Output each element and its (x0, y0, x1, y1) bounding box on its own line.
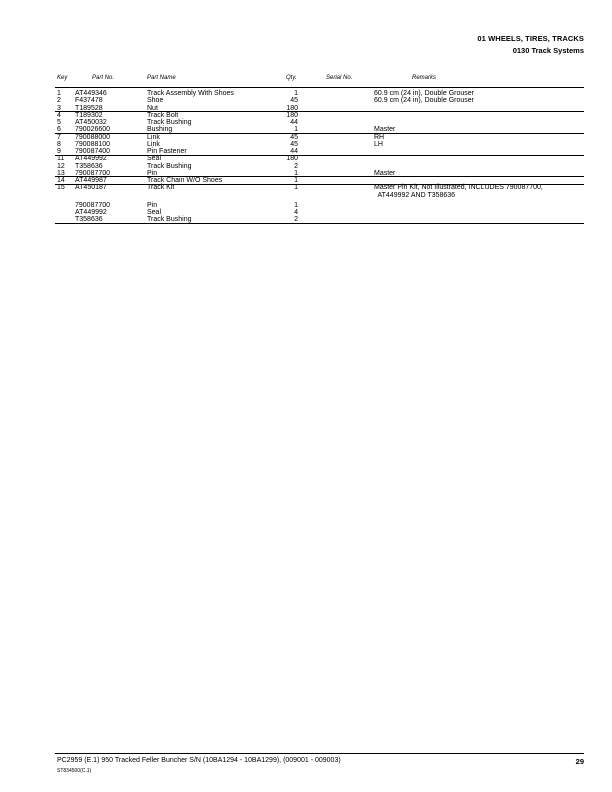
footer-code: ST834500(C.1) (57, 768, 92, 774)
row-qty: 45 (290, 133, 298, 141)
row-qty: 1 (294, 201, 298, 209)
row-key: 5 (57, 119, 61, 126)
row-part-no: 790026600 (75, 126, 111, 134)
header-rule (55, 87, 584, 88)
row-key: 12 (57, 162, 65, 170)
row-remarks: Master (374, 169, 396, 177)
row-qty: 1 (294, 169, 298, 177)
row-key: 14 (57, 177, 65, 184)
table-row (0, 209, 612, 216)
row-qty: 4 (294, 209, 298, 216)
row-part-no: AT449992 (75, 209, 107, 216)
row-part-no: T189528 (75, 104, 103, 112)
row-remarks: LH (374, 140, 383, 148)
row-key: 4 (57, 111, 61, 119)
row-part-no: 790088000 (75, 133, 111, 141)
row-key: 8 (57, 140, 61, 148)
row-key: 7 (57, 133, 61, 141)
table-row (0, 163, 612, 170)
row-part-name: Link (147, 133, 160, 141)
row-remarks: Master (374, 126, 396, 134)
page-number: 29 (575, 757, 584, 766)
row-qty: 180 (286, 104, 298, 112)
row-part-no: 790087700 (75, 201, 111, 209)
col-header-qty: Qty. (286, 75, 297, 81)
row-key: 2 (57, 97, 61, 105)
row-part-name: Track Bushing (147, 119, 192, 126)
row-qty: 2 (294, 162, 298, 170)
row-part-no: AT450032 (75, 119, 107, 126)
row-qty: 1 (294, 126, 298, 134)
row-part-name: Track Bushing (147, 162, 192, 170)
row-qty: 1 (294, 90, 298, 97)
row-qty: 2 (294, 216, 298, 224)
row-remarks: 60.9 cm (24 in), Double Grouser (374, 97, 474, 105)
row-key: 9 (57, 148, 61, 155)
row-remarks: 60.9 cm (24 in), Double Grouser (374, 90, 474, 97)
table-row (0, 192, 612, 199)
row-part-name: Pin Fastener (147, 148, 187, 155)
footer-doc-info: PC2959 (E.1) 950 Tracked Feller Buncher S/N (10BA1294 - 10BA1299), (009001 - 009003) (57, 757, 341, 764)
table-row (0, 141, 612, 148)
row-qty: 45 (290, 140, 298, 148)
row-key: 1 (57, 90, 61, 97)
row-remarks: RH (374, 133, 385, 141)
col-header-serial-no: Serial No. (326, 75, 353, 81)
row-qty: 44 (290, 119, 298, 126)
col-header-remarks: Remarks (412, 75, 437, 81)
row-part-no: 790087400 (75, 148, 111, 155)
row-part-name: Pin (147, 201, 158, 209)
row-remarks: AT449992 AND T358636 (374, 191, 456, 199)
table-row (0, 97, 612, 104)
subsection-title: 0130 Track Systems (512, 46, 584, 55)
row-part-name: Nut (147, 104, 158, 112)
row-part-name: Track Bushing (147, 216, 192, 224)
col-header-part-name: Part Name (147, 75, 176, 81)
row-part-name: Track Assembly With Shoes (147, 90, 234, 97)
table-row (0, 90, 612, 97)
footer-rule (55, 753, 584, 754)
row-part-no: T358636 (75, 216, 103, 224)
table-row (0, 202, 612, 209)
col-header-part-no: Part No. (92, 75, 115, 81)
row-qty: 45 (290, 97, 298, 105)
row-qty: 180 (286, 155, 298, 163)
row-qty: 1 (294, 184, 298, 192)
row-part-name: Track Kit (147, 184, 175, 192)
row-part-no: AT449346 (75, 90, 107, 97)
row-key: 6 (57, 126, 61, 134)
table-row (0, 119, 612, 126)
row-qty: 1 (294, 177, 298, 184)
row-part-no: AT450187 (75, 184, 107, 192)
row-part-name: Bushing (147, 126, 173, 134)
row-key: 11 (57, 155, 65, 163)
row-qty: 180 (286, 111, 298, 119)
table-end-rule (55, 223, 584, 224)
row-key: 3 (57, 104, 61, 112)
table-row (0, 184, 612, 191)
row-key: 15 (57, 184, 65, 192)
table-row (0, 134, 612, 141)
table-row (0, 112, 612, 119)
row-part-no: T189302 (75, 111, 103, 119)
row-part-no: 790087700 (75, 169, 111, 177)
row-part-no: AT449992 (75, 155, 107, 163)
row-remarks: Master Pin Kit, Not Illustrated, INCLUDES 790087700, (374, 184, 543, 192)
row-part-name: Link (147, 140, 160, 148)
row-part-name: Shoe (147, 97, 164, 105)
row-key: 13 (57, 169, 65, 177)
row-part-name: Track Chain W/O Shoes (147, 177, 223, 184)
row-part-name: Seal (147, 209, 162, 216)
row-part-name: Track Bolt (147, 111, 179, 119)
row-part-no: T358636 (75, 162, 103, 170)
table-row (0, 155, 612, 162)
section-title: 01 WHEELS, TIRES, TRACKS (477, 34, 584, 43)
row-part-no: AT449987 (75, 177, 107, 184)
row-part-no: 790088100 (75, 140, 111, 148)
row-part-name: Pin (147, 169, 158, 177)
row-qty: 44 (290, 148, 298, 155)
row-part-no: F437478 (75, 97, 103, 105)
col-header-key: Key (57, 75, 68, 81)
row-part-name: Seal (147, 155, 162, 163)
